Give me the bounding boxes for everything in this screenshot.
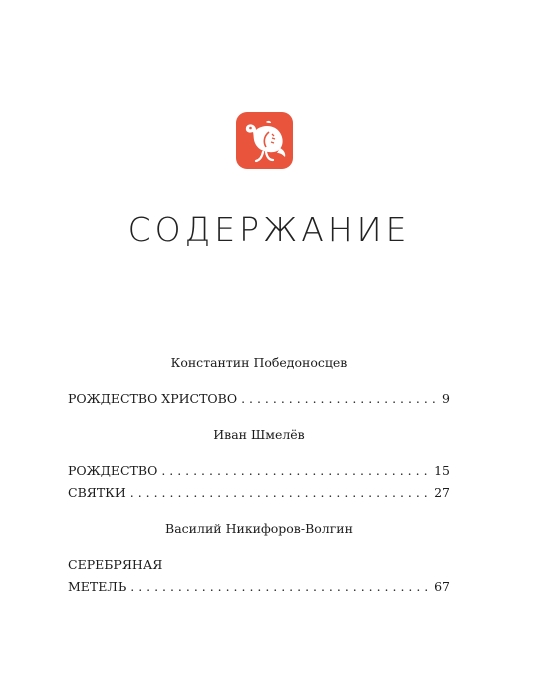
toc-entry-page: 9 (442, 391, 450, 406)
dot-leader (130, 576, 430, 598)
toc-entry-title-line1: СЕРЕБРЯНАЯ (68, 557, 163, 572)
toc-entry-title: РОЖДЕСТВО (68, 463, 158, 478)
author-name: Константин Победоносцев (170, 355, 348, 370)
author-name: Василий Никифоров-Волгин (165, 521, 353, 536)
table-of-contents (68, 352, 450, 598)
dot-leader (130, 482, 430, 504)
toc-entry-page: 67 (434, 579, 450, 594)
toc-entry-title: МЕТЕЛЬ (68, 579, 127, 594)
toc-entry (68, 576, 450, 598)
toc-entry-title: РОЖДЕСТВО ХРИСТОВО (68, 391, 238, 406)
toc-entry (68, 482, 450, 504)
publisher-logo (236, 112, 293, 169)
bird-logo-icon (236, 112, 293, 169)
dot-leader (241, 388, 438, 410)
dot-leader (161, 460, 430, 482)
author-name: Иван Шмелёв (213, 427, 305, 442)
toc-entry-page: 27 (434, 485, 450, 500)
toc-entry (68, 460, 450, 482)
toc-entry-title: СВЯТКИ (68, 485, 126, 500)
page-title: СОДЕРЖАНИЕ (127, 210, 411, 249)
toc-entry-page: 15 (434, 463, 450, 478)
toc-entry (68, 388, 450, 410)
